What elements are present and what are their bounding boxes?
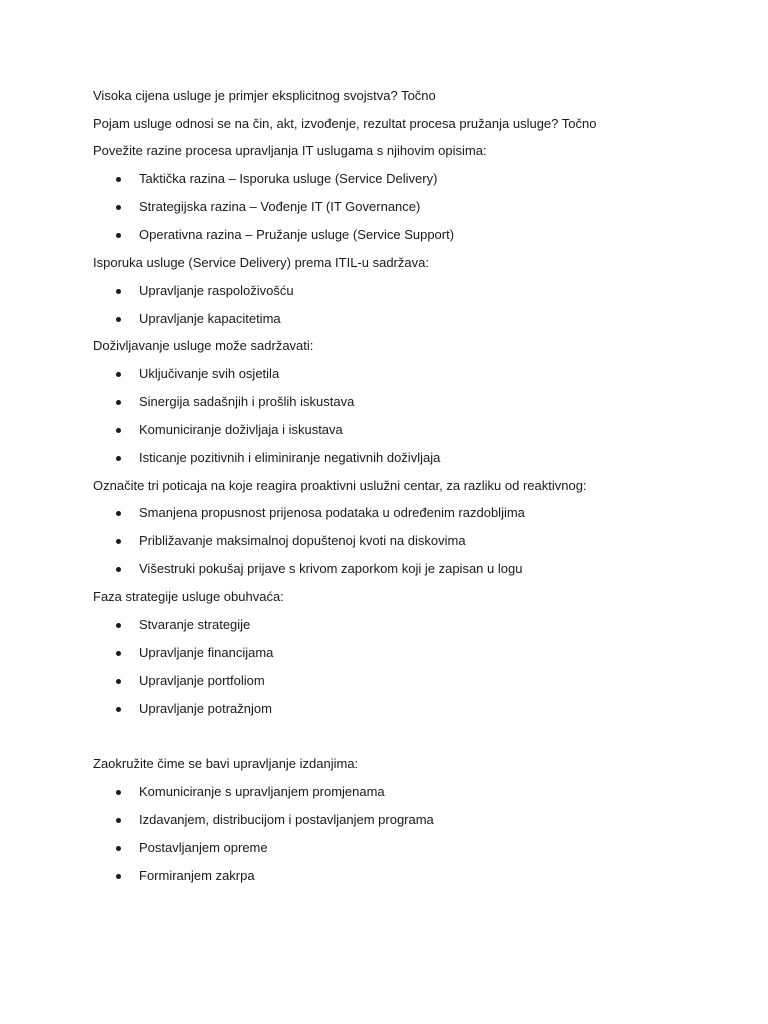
list-item-text: Upravljanje financijama — [139, 645, 274, 660]
bullet-icon — [116, 623, 121, 628]
bullet-icon — [116, 679, 121, 684]
question-text: Faza strategije usluge obuhvaća: — [93, 589, 284, 604]
question-text: Doživljavanje usluge može sadržavati: — [93, 338, 314, 353]
bullet-icon — [116, 372, 121, 377]
question-text: Zaokružite čime se bavi upravljanje izdanjima: — [93, 756, 359, 771]
list-item-text: Operativna razina – Pružanje usluge (Service Support) — [139, 227, 455, 242]
bullet-icon — [116, 428, 121, 433]
bullet-icon — [116, 707, 121, 712]
question-text: Povežite razine procesa upravljanja IT uslugama s njihovim opisima: — [93, 143, 487, 158]
bullet-icon — [116, 567, 121, 572]
bullet-icon — [116, 317, 121, 322]
list-item-text: Komuniciranje doživljaja i iskustava — [139, 422, 343, 437]
bullet-icon — [116, 651, 121, 656]
list-item-text: Upravljanje portfoliom — [139, 673, 265, 688]
list-item-text: Formiranjem zakrpa — [139, 868, 255, 883]
list-item-text: Približavanje maksimalnoj dopuštenoj kvoti na diskovima — [139, 533, 466, 548]
question-text: Pojam usluge odnosi se na čin, akt, izvođenje, rezultat procesa pružanja usluge? Točno — [93, 116, 597, 131]
list-item-text: Upravljanje potražnjom — [139, 701, 272, 716]
list-item-text: Taktička razina – Isporuka usluge (Service Delivery) — [139, 171, 438, 186]
list-item-text: Strategijska razina – Vođenje IT (IT Governance) — [139, 199, 421, 214]
bullet-icon — [116, 400, 121, 405]
question-text: Označite tri poticaja na koje reagira proaktivni uslužni centar, za razliku od reaktivnog: — [93, 478, 587, 493]
question-text: Isporuka usluge (Service Delivery) prema ITIL-u sadržava: — [93, 255, 429, 270]
bullet-icon — [116, 874, 121, 879]
bullet-icon — [116, 177, 121, 182]
list-item-text: Upravljanje raspoloživošću — [139, 283, 294, 298]
bullet-icon — [116, 205, 121, 210]
bullet-icon — [116, 456, 121, 461]
bullet-icon — [116, 539, 121, 544]
list-item-text: Isticanje pozitivnih i eliminiranje negativnih doživljaja — [139, 450, 441, 465]
list-item-text: Izdavanjem, distribucijom i postavljanjem programa — [139, 812, 434, 827]
list-item-text: Upravljanje kapacitetima — [139, 311, 281, 326]
list-item-text: Komuniciranje s upravljanjem promjenama — [139, 784, 385, 799]
list-item-text: Postavljanjem opreme — [139, 840, 268, 855]
list-item-text: Stvaranje strategije — [139, 617, 251, 632]
question-text: Visoka cijena usluge je primjer eksplicitnog svojstva? Točno — [93, 88, 436, 103]
bullet-icon — [116, 790, 121, 795]
bullet-icon — [116, 511, 121, 516]
list-item-text: Uključivanje svih osjetila — [139, 366, 280, 381]
list-item-text: Sinergija sadašnjih i prošlih iskustava — [139, 394, 355, 409]
bullet-icon — [116, 846, 121, 851]
bullet-icon — [116, 289, 121, 294]
list-item-text: Višestruki pokušaj prijave s krivom zaporkom koji je zapisan u logu — [139, 561, 523, 576]
bullet-icon — [116, 818, 121, 823]
bullet-icon — [116, 233, 121, 238]
list-item-text: Smanjena propusnost prijenosa podataka u određenim razdobljima — [139, 505, 525, 520]
